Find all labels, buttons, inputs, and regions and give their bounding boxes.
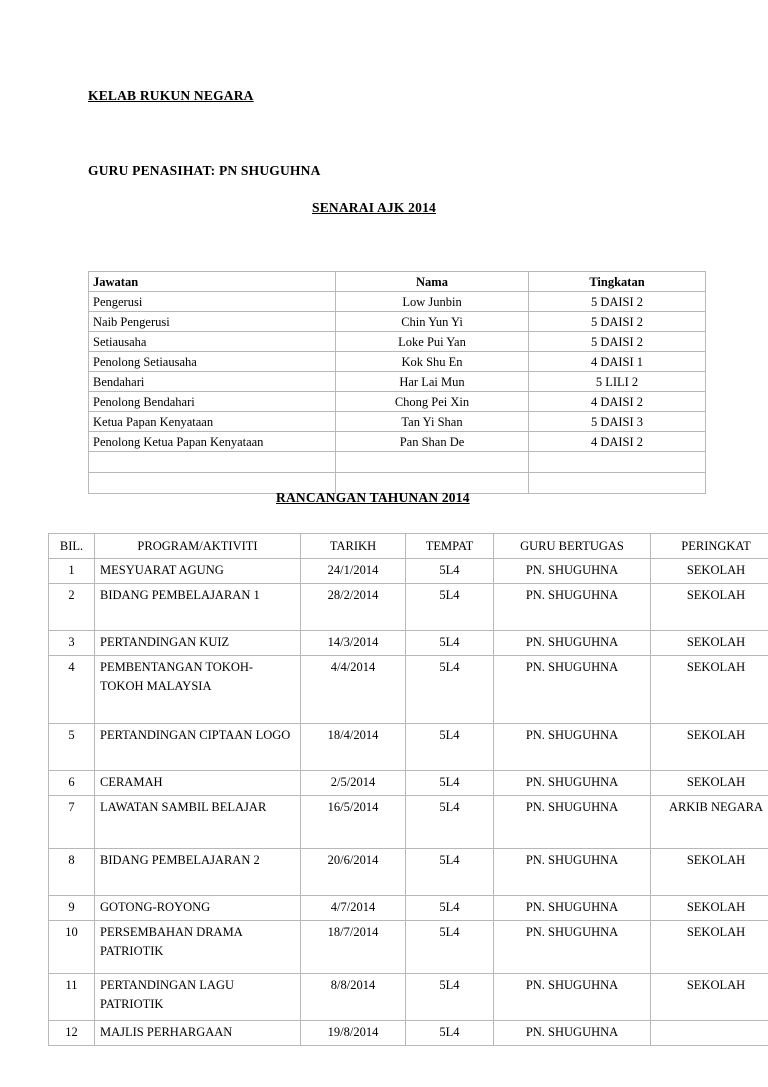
cell-peringkat: SEKOLAH: [651, 896, 768, 921]
table-row: [89, 412, 706, 432]
cell-nama: Tan Yi Shan: [336, 412, 529, 432]
cell-program: CERAMAH: [95, 771, 301, 796]
ajk-section-title: SENARAI AJK 2014: [312, 200, 436, 215]
cell-guru: PN. SHUGUHNA: [494, 849, 651, 896]
cell-tarikh: 28/2/2014: [301, 584, 406, 631]
table-row: [49, 771, 768, 796]
cell-guru: PN. SHUGUHNA: [494, 896, 651, 921]
cell-bil: 11: [49, 974, 95, 1021]
advisor-line: GURU PENASIHAT: PN SHUGUHNA: [88, 163, 321, 178]
cell-program: MAJLIS PERHARGAAN: [95, 1021, 301, 1046]
cell-peringkat: SEKOLAH: [651, 656, 768, 724]
cell-program: BIDANG PEMBELAJARAN 1: [95, 584, 301, 631]
cell-peringkat: SEKOLAH: [651, 921, 768, 974]
table-row: [49, 921, 768, 974]
cell-tarikh: 4/4/2014: [301, 656, 406, 724]
cell-tingkatan: 5 DAISI 2: [529, 312, 706, 332]
table-row: [49, 724, 768, 771]
table-row: [89, 312, 706, 332]
cell-tarikh: 20/6/2014: [301, 849, 406, 896]
cell-nama: Pan Shan De: [336, 432, 529, 452]
cell-nama: Chin Yun Yi: [336, 312, 529, 332]
cell-tingkatan: 5 DAISI 2: [529, 332, 706, 352]
cell-guru: PN. SHUGUHNA: [494, 974, 651, 1021]
cell-program: GOTONG-ROYONG: [95, 896, 301, 921]
cell-program: PERTANDINGAN CIPTAAN LOGO: [95, 724, 301, 771]
cell-tempat: 5L4: [406, 896, 494, 921]
cell-bil: 1: [49, 559, 95, 584]
cell-nama: Chong Pei Xin: [336, 392, 529, 412]
cell-peringkat: SEKOLAH: [651, 724, 768, 771]
cell-program: BIDANG PEMBELAJARAN 2: [95, 849, 301, 896]
cell-bil: 2: [49, 584, 95, 631]
cell-tarikh: 18/7/2014: [301, 921, 406, 974]
cell-jawatan: Bendahari: [89, 372, 336, 392]
cell-guru: PN. SHUGUHNA: [494, 656, 651, 724]
cell-tempat: 5L4: [406, 724, 494, 771]
cell-nama: Kok Shu En: [336, 352, 529, 372]
table-row: [89, 352, 706, 372]
cell-tarikh: 8/8/2014: [301, 974, 406, 1021]
cell-tingkatan: [529, 452, 706, 473]
column-header-tarikh: TARIKH: [301, 534, 406, 559]
table-row: [49, 584, 768, 631]
cell-jawatan: Naib Pengerusi: [89, 312, 336, 332]
cell-guru: PN. SHUGUHNA: [494, 724, 651, 771]
cell-tarikh: 18/4/2014: [301, 724, 406, 771]
cell-peringkat: SEKOLAH: [651, 974, 768, 1021]
cell-bil: 9: [49, 896, 95, 921]
page-title: KELAB RUKUN NEGARA: [88, 88, 254, 103]
cell-tarikh: 2/5/2014: [301, 771, 406, 796]
cell-peringkat: ARKIB NEGARA: [651, 796, 768, 849]
cell-guru: PN. SHUGUHNA: [494, 584, 651, 631]
cell-tempat: 5L4: [406, 631, 494, 656]
cell-program: PEMBENTANGAN TOKOH-TOKOH MALAYSIA: [95, 656, 301, 724]
column-header-jawatan: Jawatan: [89, 272, 336, 292]
cell-bil: 10: [49, 921, 95, 974]
cell-bil: 5: [49, 724, 95, 771]
cell-guru: PN. SHUGUHNA: [494, 631, 651, 656]
table-row: [49, 974, 768, 1021]
cell-bil: 7: [49, 796, 95, 849]
cell-nama: Low Junbin: [336, 292, 529, 312]
table-row: [89, 372, 706, 392]
cell-jawatan: [89, 452, 336, 473]
cell-jawatan: Ketua Papan Kenyataan: [89, 412, 336, 432]
column-header-nama: Nama: [336, 272, 529, 292]
cell-guru: PN. SHUGUHNA: [494, 921, 651, 974]
cell-tempat: 5L4: [406, 921, 494, 974]
cell-tingkatan: 4 DAISI 1: [529, 352, 706, 372]
table-header-row: [89, 272, 706, 292]
cell-tempat: 5L4: [406, 559, 494, 584]
cell-peringkat: [651, 1021, 768, 1046]
cell-tempat: 5L4: [406, 974, 494, 1021]
cell-jawatan: Pengerusi: [89, 292, 336, 312]
plan-section-title: RANCANGAN TAHUNAN 2014: [276, 490, 470, 505]
cell-bil: 3: [49, 631, 95, 656]
cell-peringkat: SEKOLAH: [651, 631, 768, 656]
cell-guru: PN. SHUGUHNA: [494, 796, 651, 849]
table-row: [49, 796, 768, 849]
cell-jawatan: Setiausaha: [89, 332, 336, 352]
table-row-empty: [89, 452, 706, 473]
column-header-guru: GURU BERTUGAS: [494, 534, 651, 559]
table-row: [49, 631, 768, 656]
cell-jawatan: Penolong Bendahari: [89, 392, 336, 412]
cell-program: PERTANDINGAN LAGU PATRIOTIK: [95, 974, 301, 1021]
cell-tingkatan: 5 DAISI 2: [529, 292, 706, 312]
table-row: [49, 559, 768, 584]
cell-tingkatan: [529, 473, 706, 494]
cell-peringkat: SEKOLAH: [651, 584, 768, 631]
cell-tingkatan: 5 LILI 2: [529, 372, 706, 392]
column-header-bil: BIL.: [49, 534, 95, 559]
ajk-table: [88, 271, 706, 494]
cell-nama: Har Lai Mun: [336, 372, 529, 392]
table-header-row: [49, 534, 768, 559]
table-row: [49, 1021, 768, 1046]
cell-tarikh: 4/7/2014: [301, 896, 406, 921]
column-header-program: PROGRAM/AKTIVITI: [95, 534, 301, 559]
cell-tarikh: 24/1/2014: [301, 559, 406, 584]
table-row: [49, 849, 768, 896]
table-row: [49, 896, 768, 921]
cell-program: PERSEMBAHAN DRAMA PATRIOTIK: [95, 921, 301, 974]
cell-tempat: 5L4: [406, 771, 494, 796]
cell-bil: 6: [49, 771, 95, 796]
cell-bil: 12: [49, 1021, 95, 1046]
cell-tempat: 5L4: [406, 796, 494, 849]
cell-jawatan: Penolong Ketua Papan Kenyataan: [89, 432, 336, 452]
cell-tingkatan: 5 DAISI 3: [529, 412, 706, 432]
cell-nama: [336, 452, 529, 473]
table-row: [49, 656, 768, 724]
cell-tempat: 5L4: [406, 849, 494, 896]
cell-guru: PN. SHUGUHNA: [494, 1021, 651, 1046]
cell-program: MESYUARAT AGUNG: [95, 559, 301, 584]
column-header-tingkatan: Tingkatan: [529, 272, 706, 292]
column-header-peringkat: PERINGKAT: [651, 534, 768, 559]
cell-tarikh: 19/8/2014: [301, 1021, 406, 1046]
cell-bil: 8: [49, 849, 95, 896]
cell-program: PERTANDINGAN KUIZ: [95, 631, 301, 656]
cell-nama: Loke Pui Yan: [336, 332, 529, 352]
cell-tempat: 5L4: [406, 1021, 494, 1046]
table-row: [89, 432, 706, 452]
cell-tingkatan: 4 DAISI 2: [529, 432, 706, 452]
cell-tarikh: 16/5/2014: [301, 796, 406, 849]
cell-peringkat: SEKOLAH: [651, 559, 768, 584]
table-row: [89, 292, 706, 312]
cell-guru: PN. SHUGUHNA: [494, 771, 651, 796]
cell-tempat: 5L4: [406, 656, 494, 724]
annual-plan-table: [48, 533, 768, 1046]
cell-jawatan: Penolong Setiausaha: [89, 352, 336, 372]
cell-tempat: 5L4: [406, 584, 494, 631]
table-row: [89, 392, 706, 412]
cell-peringkat: SEKOLAH: [651, 849, 768, 896]
table-row: [89, 332, 706, 352]
cell-program: LAWATAN SAMBIL BELAJAR: [95, 796, 301, 849]
cell-tarikh: 14/3/2014: [301, 631, 406, 656]
cell-peringkat: SEKOLAH: [651, 771, 768, 796]
cell-guru: PN. SHUGUHNA: [494, 559, 651, 584]
column-header-tempat: TEMPAT: [406, 534, 494, 559]
cell-tingkatan: 4 DAISI 2: [529, 392, 706, 412]
cell-bil: 4: [49, 656, 95, 724]
